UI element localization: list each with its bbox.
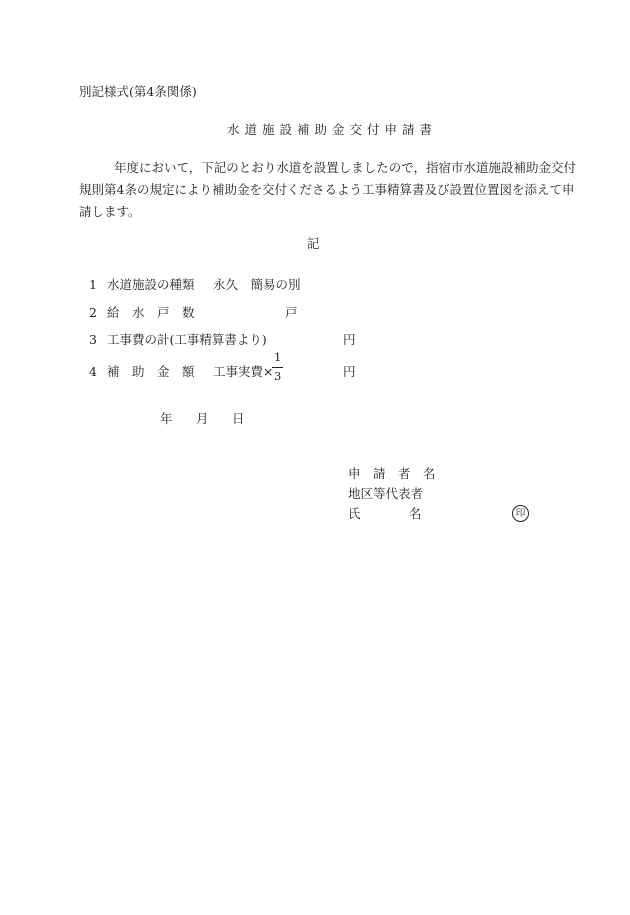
item-unit: 戸 bbox=[285, 305, 298, 320]
item-unit: 円 bbox=[343, 332, 356, 347]
applicant-label: 申 請 者 名 bbox=[348, 466, 436, 481]
form-label: 別記様式(第4条関係) bbox=[79, 84, 197, 99]
ki-heading: 記 bbox=[307, 236, 320, 251]
item-value: 永久 簡易の別 bbox=[213, 277, 301, 292]
body-line-1: 年度において，下記のとおり水道を設置しましたので，指宿市水道施設補助金交付 bbox=[114, 160, 577, 175]
fraction bbox=[272, 352, 283, 382]
date-day: 日 bbox=[232, 411, 245, 426]
item-formula: 工事実費× bbox=[213, 364, 274, 379]
item-number: 3 bbox=[89, 332, 97, 347]
item-number: 4 bbox=[89, 364, 97, 379]
item-label: 水道施設の種類 bbox=[107, 277, 195, 292]
body-line-2: 規則第4条の規定により補助金を交付くださるよう工事精算書及び設置位置図を添えて申 bbox=[79, 182, 575, 197]
document-title: 水道施設補助金交付申請書 bbox=[227, 122, 438, 137]
representative-label: 地区等代表者 bbox=[348, 486, 424, 501]
fraction-denominator: 3 bbox=[274, 368, 282, 383]
item-label: 工事費の計(工事精算書より) bbox=[107, 332, 267, 347]
item-number: 2 bbox=[89, 305, 97, 320]
item-number: 1 bbox=[89, 277, 97, 292]
fraction-numerator: 1 bbox=[272, 352, 283, 368]
item-label: 補 助 金 額 bbox=[107, 364, 195, 379]
body-line-3: 請します。 bbox=[79, 204, 141, 219]
date-month: 月 bbox=[196, 411, 209, 426]
item-unit: 円 bbox=[343, 364, 356, 379]
name-label-right: 名 bbox=[409, 506, 422, 521]
name-label-left: 氏 bbox=[348, 506, 361, 521]
seal-icon: 印 bbox=[512, 505, 529, 522]
item-label: 給 水 戸 数 bbox=[107, 305, 195, 320]
date-year: 年 bbox=[160, 411, 173, 426]
